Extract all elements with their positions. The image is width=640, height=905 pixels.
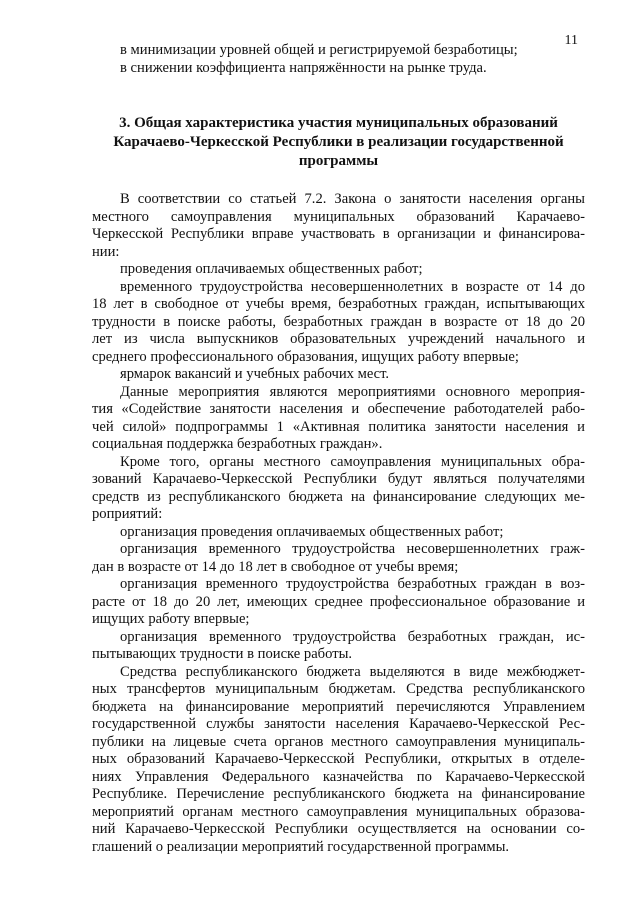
body-text: [92, 191, 585, 856]
paragraph-line: организация временного трудоустройства безработных граждан, ис-: [120, 628, 585, 645]
paragraph-line: дан в возрасте от 14 до 18 лет в свободное от учебы время;: [92, 558, 459, 575]
paragraph-line: государственной службы занятости населения Карачаево-Черкесской Рес-: [92, 716, 585, 732]
intro-line: в снижении коэффициента напряжённости на рынке труда.: [120, 59, 487, 76]
section-heading-line: 3. Общая характеристика участия муниципальных образований: [119, 115, 558, 131]
paragraph-line: глашений о реализации мероприятий государственной программы.: [92, 838, 510, 855]
paragraph-line: Черкесской Республики вправе участвовать в организации и финансирова-: [92, 226, 585, 242]
paragraph-line: 18 лет в свободное от учебы время, безработных граждан, испытывающих: [92, 296, 585, 312]
paragraph-line: пытывающих трудности в поиске работы.: [92, 646, 353, 662]
paragraph: [92, 454, 585, 524]
section-heading-line: программы: [298, 153, 379, 169]
paragraph-line: Кроме того, органы местного самоуправления муниципальных обра-: [120, 453, 585, 470]
paragraph-line: В соответствии со статьей 7.2. Закона о занятости населения органы: [120, 191, 585, 207]
paragraph-line: организация временного трудоустройства несовершеннолетних граж-: [120, 541, 585, 557]
paragraph-line: ных образований Карачаево-Черкесской Республики, открытых в отделе-: [92, 751, 585, 767]
paragraph: [92, 279, 585, 367]
paragraph-line: тия «Содействие занятости населения и обеспечение работодателей рабо-: [92, 401, 585, 417]
paragraph-line: Средства республиканского бюджета выделяются в виде межбюджет-: [120, 663, 585, 680]
paragraph: [92, 524, 585, 542]
paragraph-line: Республике. Перечисление республиканского бюджета на финансирование: [92, 786, 585, 802]
paragraph-line: ных трансфертов муниципальным бюджетам. Средства республиканского: [92, 681, 585, 697]
paragraph-line: Данные мероприятия являются мероприятиями основного мероприя-: [120, 383, 585, 400]
paragraph-line: лет из числа выпускников образовательных учреждений начального и: [92, 331, 585, 347]
paragraph-line: нии:: [92, 243, 120, 260]
page-content: [92, 42, 585, 856]
paragraph: [92, 664, 585, 857]
paragraph-line: бюджета на финансирование мероприятий перечисляются Управлением: [92, 698, 585, 715]
paragraph: [92, 261, 585, 279]
paragraph-line: социальная поддержка безработных граждан».: [92, 436, 383, 452]
paragraph-line: местного самоуправления муниципальных образований Карачаево-: [92, 208, 585, 225]
paragraph-line: средств из республиканского бюджета на финансирование следующих ме-: [92, 488, 585, 505]
intro-line: в минимизации уровней общей и регистрируемой безработицы;: [120, 42, 518, 58]
paragraph: [92, 191, 585, 261]
paragraph-line: ищущих работу впервые;: [92, 611, 250, 627]
page-number: 11: [564, 33, 578, 48]
paragraph: [92, 629, 585, 664]
paragraph-line: проведения оплачиваемых общественных работ;: [120, 261, 423, 277]
paragraph-line: среднего профессионального образования, ищущих работу впервые;: [92, 348, 519, 365]
paragraph: [92, 541, 585, 576]
paragraph-line: чей силой» подпрограммы 1 «Активная политика занятости населения и: [92, 418, 585, 435]
paragraph-line: ярмарок вакансий и учебных рабочих мест.: [120, 366, 390, 382]
paragraph-line: мероприятий органам местного самоуправления муниципальных образова-: [92, 803, 585, 820]
paragraph-line: организация проведения оплачиваемых общественных работ;: [120, 523, 504, 540]
intro-block: [92, 42, 585, 77]
paragraph-line: ний Карачаево-Черкесской Республики осуществляется на основании со-: [92, 821, 585, 837]
paragraph: [92, 384, 585, 454]
paragraph-line: роприятий:: [92, 506, 163, 522]
paragraph-line: расте от 18 до 20 лет, имеющих среднее профессиональное образование и: [92, 593, 585, 610]
paragraph-line: публики на лицевые счета органов местного самоуправления муниципаль-: [92, 733, 585, 750]
paragraph: [92, 576, 585, 629]
paragraph-line: зований Карачаево-Черкесской Республики будут являться получателями: [92, 471, 585, 487]
paragraph-line: трудности в поиске работы, безработных граждан в возрасте от 18 до 20: [92, 313, 585, 330]
paragraph-line: временного трудоустройства несовершеннолетних в возрасте от 14 до: [120, 278, 585, 295]
paragraph-line: ниях Управления Федерального казначейства по Карачаево-Черкесской: [92, 768, 585, 785]
paragraph-line: организация временного трудоустройства безработных граждан в воз-: [120, 576, 585, 592]
section-heading-line: Карачаево-Черкесской Республики в реализации государственной: [113, 134, 564, 150]
paragraph: [92, 366, 585, 384]
section-heading: [92, 114, 585, 171]
